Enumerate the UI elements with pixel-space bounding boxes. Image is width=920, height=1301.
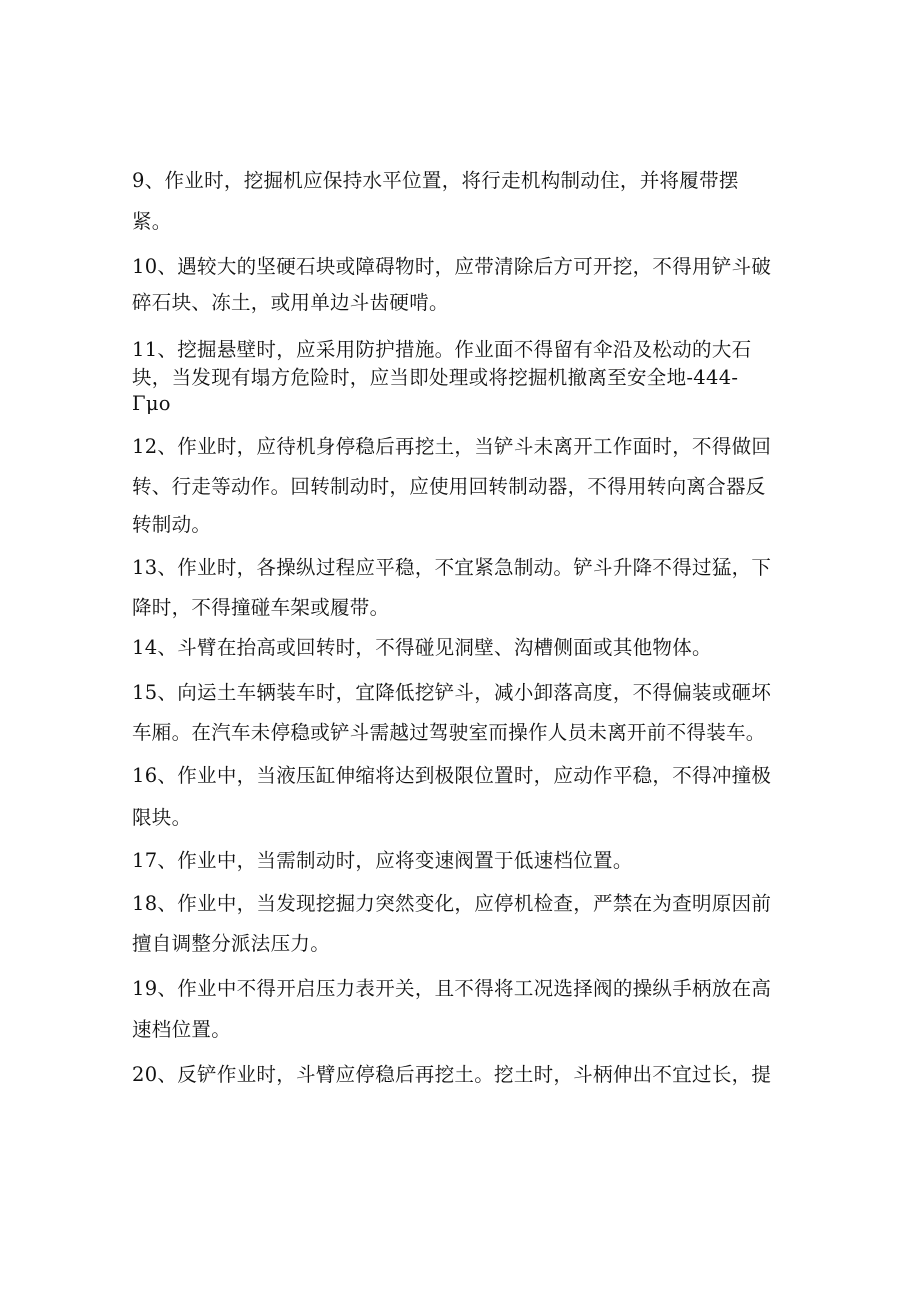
text-line: 17、作业中，当需制动时，应将变速阀置于低速档位置。 <box>132 849 633 872</box>
text-line: 13、作业时，各操纵过程应平稳，不宜紧急制动。铲斗升降不得过猛，下 <box>132 556 772 579</box>
text-line: 车厢。在汽车未停稳或铲斗需越过驾驶室而操作人员未离开前不得装车。 <box>132 721 766 744</box>
text-line: 碎石块、冻土，或用单边斗齿硬啃。 <box>132 291 449 314</box>
text-line: 限块。 <box>132 806 192 829</box>
text-line: 12、作业时，应待机身停稳后再挖土，当铲斗未离开工作面时，不得做回 <box>132 435 772 458</box>
text-line: 降时，不得撞碰车架或履带。 <box>132 596 390 619</box>
text-line: 14、斗臂在抬高或回转时，不得碰见洞壁、沟槽侧面或其他物体。 <box>132 636 712 659</box>
text-line: 速档位置。 <box>132 1018 232 1041</box>
text-line: 擅自调整分派法压力。 <box>132 932 331 955</box>
text-line: 16、作业中，当液压缸伸缩将达到极限位置时，应动作平稳，不得冲撞极 <box>132 764 772 787</box>
text-line: 18、作业中，当发现挖掘力突然变化，应停机检查，严禁在为查明原因前 <box>132 892 772 915</box>
text-line: 转、行走等动作。回转制动时，应使用回转制动器，不得用转向离合器反 <box>132 475 766 498</box>
text-line: 9、作业时，挖掘机应保持水平位置，将行走机构制动住，并将履带摆 <box>132 169 739 192</box>
text-line: 11、挖掘悬壁时，应采用防护措施。作业面不得留有伞沿及松动的大石 <box>132 338 752 361</box>
text-line: 15、向运土车辆装车时，宜降低挖铲斗，减小卸落高度，不得偏装或砸坏 <box>132 681 772 704</box>
text-line: 20、反铲作业时，斗臂应停稳后再挖土。挖土时，斗柄伸出不宜过长，提 <box>132 1063 772 1086</box>
text-line: 转制动。 <box>132 513 212 536</box>
text-line: 块，当发现有塌方危险时，应当即处理或将挖掘机撤离至安全地-444- <box>132 366 739 389</box>
text-line: 19、作业中不得开启压力表开关，且不得将工况选择阀的操纵手柄放在高 <box>132 977 772 1000</box>
text-line: 紧。 <box>132 210 172 233</box>
text-line: 10、遇较大的坚硬石块或障碍物时，应带清除后方可开挖，不得用铲斗破 <box>132 255 772 278</box>
text-line: Γμο <box>132 392 171 415</box>
